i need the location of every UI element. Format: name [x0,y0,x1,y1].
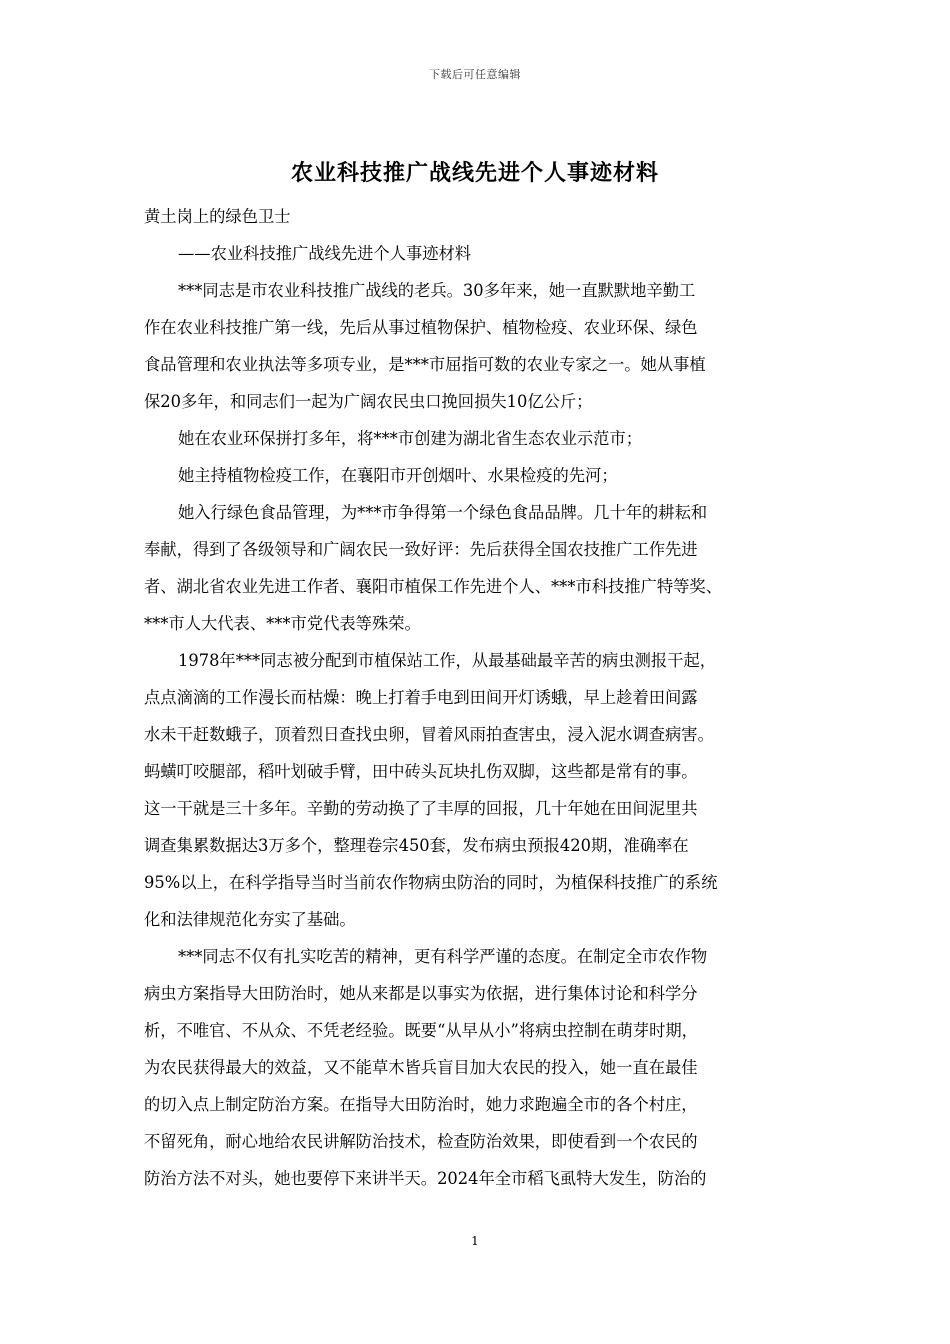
paragraph [144,494,826,642]
paragraph-line: 奉献，得到了各级领导和广阔农民一致好评：先后获得全国农技推广工作先进 [144,540,698,559]
paragraph-line: 水未干赶数蛾子，顶着烈日查找虫卵，冒着风雨拍查害虫，浸入泥水调查病害。 [144,725,714,744]
page-header-note: 下载后可任意编辑 [429,68,521,81]
paragraph-line: ***同志不仅有扎实吃苦的精神，更有科学严谨的态度。在制定全市农作物 [178,947,708,966]
document-title: 农业科技推广战线先进个人事迹材料 [290,160,659,186]
paragraph [144,420,826,457]
paragraph [144,938,826,1197]
paragraph [144,457,826,494]
paragraph-line: 调查集累数据达3万多个，整理卷宗450套，发布病虫预报420期，准确率在 [144,836,689,855]
paragraph-line: 食品管理和农业执法等多项专业，是***市屈指可数的农业专家之一。她从事植 [144,355,706,374]
paragraph-line: 点点滴滴的工作漫长而枯燥：晚上打着手电到田间开灯诱蛾，早上趁着田间露 [144,688,698,707]
paragraph-line: 为农民获得最大的效益，又不能草木皆兵盲目加大农民的投入，她一直在最佳 [144,1058,698,1077]
paragraph-line: 她入行绿色食品管理，为***市争得第一个绿色食品品牌。几十年的耕耘和 [178,503,708,522]
paragraph-line: 者、湖北省农业先进工作者、襄阳市植保工作先进个人、***市科技推广特等奖、 [144,577,722,596]
paragraph-line: 蚂蟥叮咬腿部，稻叶划破手臂，田中砖头瓦块扎伤双脚，这些都是常有的事。 [144,762,698,781]
paragraph-line: 她主持植物检疫工作，在襄阳市开创烟叶、水果检疫的先河； [178,466,618,485]
paragraph-line: 95%以上，在科学指导当时当前农作物病虫防治的同时，为植保科技推广的系统 [144,873,718,892]
paragraph-line: 1978年***同志被分配到市植保站工作，从最基础最辛苦的病虫测报干起， [178,651,717,670]
paragraph-list [144,272,826,1197]
paragraph-line: 不留死角，耐心地给农民讲解防治技术，检查防治效果，即使看到一个农民的 [144,1132,698,1151]
section-heading: 黄土岗上的绿色卫士 [144,207,291,226]
paragraph [144,642,826,938]
paragraph-line: 的切入点上制定防治方案。在指导大田防治时，她力求跑遍全市的各个村庄， [144,1095,698,1114]
paragraph-line: 化和法律规范化夯实了基础。 [144,910,356,929]
paragraph-line: 防治方法不对头，她也要停下来讲半天。2024年全市稻飞虱特大发生，防治的 [144,1169,707,1188]
paragraph-line: ***市人大代表、***市党代表等殊荣。 [144,614,421,633]
paragraph [144,272,826,420]
document-body [144,198,826,1197]
paragraph-line: 保20多年，和同志们一起为广阔农民虫口挽回损失10亿公斤； [144,392,593,411]
paragraph-line: 这一干就是三十多年。辛勤的劳动换了了丰厚的回报，几十年她在田间泥里共 [144,799,698,818]
paragraph-line: 析，不唯官、不从众、不凭老经验。既要“从早从小”将病虫控制在萌芽时期， [144,1021,698,1040]
section-subheading: ——农业科技推广战线先进个人事迹材料 [178,244,472,263]
paragraph-line: 病虫方案指导大田防治时，她从来都是以事实为依据，进行集体讨论和科学分 [144,984,698,1003]
paragraph-line: 作在农业科技推广第一线，先后从事过植物保护、植物检疫、农业环保、绿色 [144,318,698,337]
paragraph-line: ***同志是市农业科技推广战线的老兵。30多年来，她一直默默地辛勤工 [178,281,696,300]
paragraph-line: 她在农业环保拼打多年，将***市创建为湖北省生态农业示范市； [178,429,643,448]
page-number: 1 [471,1234,479,1248]
